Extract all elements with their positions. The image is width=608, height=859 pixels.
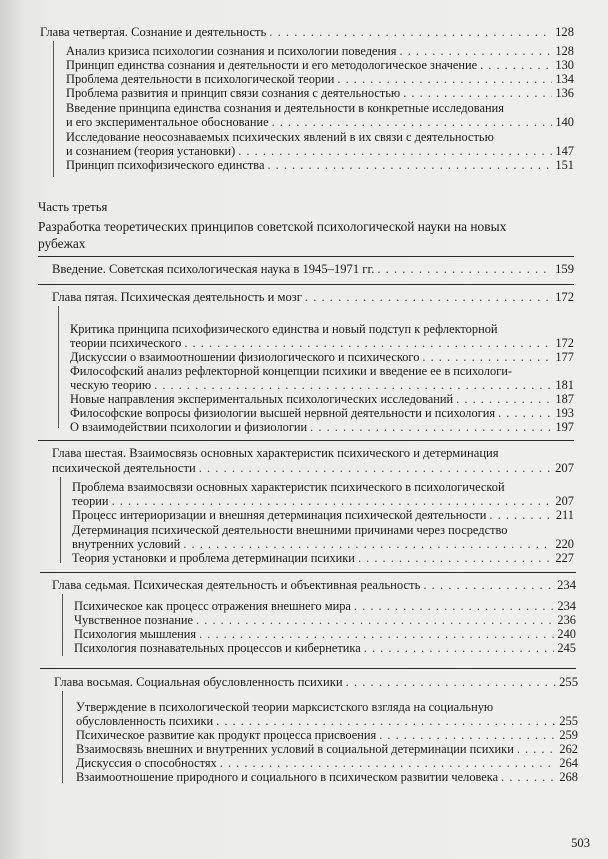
toc-entry: Дискуссия о способностях . . . 264 bbox=[76, 756, 578, 770]
toc-entry: Процесс интериоризации и внешняя детерминация психической деятельности . . . 211 bbox=[72, 508, 574, 522]
toc-chapter-8: Глава восьмая. Социальная обусловленность психики . . . 255 bbox=[54, 675, 578, 689]
toc-entry-line1: Критика принципа психофизического единства и новый подступ к рефлекторной bbox=[70, 322, 498, 336]
chapter-title: Глава восьмая. Социальная обусловленность психики bbox=[54, 675, 343, 689]
margin-rule bbox=[58, 306, 59, 428]
section-divider bbox=[38, 256, 574, 257]
chapter-title: Глава четвертая. Сознание и деятельность bbox=[40, 25, 267, 39]
chapter-title: Глава пятая. Психическая деятельность и мозг bbox=[52, 290, 302, 304]
toc-entry: Взаимоотношение природного и социального в психическом развитии человека . . . 268 bbox=[76, 770, 578, 784]
margin-rule bbox=[62, 691, 63, 783]
margin-rule bbox=[60, 477, 61, 563]
toc-entry-line1: Детерминация психической деятельности внешними причинами через посредство bbox=[72, 523, 508, 537]
toc-entry: Психология познавательных процессов и кибернетика . . . 245 bbox=[74, 641, 576, 655]
toc-intro: Введение. Советская психологическая наука в 1945–1971 гг. . . . 159 bbox=[52, 262, 574, 276]
toc-entry: теории . . . 207 bbox=[72, 494, 574, 508]
toc-entry: Психическое как процесс отражения внешнего мира . . . 234 bbox=[74, 599, 576, 613]
toc-entry: О взаимодействии психологии и физиологии . . . 197 bbox=[70, 420, 574, 434]
toc-entry: Психическое развитие как продукт процесса присвоения . . . 259 bbox=[76, 728, 578, 742]
toc-entry: теории психического . . . 172 bbox=[70, 336, 574, 350]
toc-chapter-4 bbox=[40, 25, 574, 39]
section-divider bbox=[40, 668, 576, 669]
toc-entry-line1: Философский анализ рефлекторной концепции психики и введение ее в психологи- bbox=[70, 364, 512, 378]
toc-entry: и его экспериментальное обоснование . . . 140 bbox=[66, 115, 574, 129]
toc-entry: Принцип психофизического единства . . . 151 bbox=[66, 158, 574, 172]
toc-entry: Теория установки и проблема детерминации психики . . . 227 bbox=[72, 551, 574, 565]
toc-chapter-5: Глава пятая. Психическая деятельность и мозг . . . 172 bbox=[52, 290, 574, 304]
toc-entry: Проблема деятельности в психологической теории . . . 134 bbox=[66, 72, 574, 86]
toc-entry: и сознанием (теория установки) . . . 147 bbox=[66, 144, 574, 158]
toc-entry: Чувственное познание . . . 236 bbox=[74, 613, 576, 627]
toc-entry: Проблема развития и принцип связи сознания с деятельностью . . . 136 bbox=[66, 86, 574, 100]
leader-dots bbox=[269, 25, 552, 39]
margin-rule bbox=[53, 41, 54, 177]
chapter-title-line1: Глава шестая. Взаимосвязь основных характеристик психического и детерминация bbox=[52, 446, 499, 460]
margin-rule bbox=[62, 594, 63, 656]
page-number: 503 bbox=[571, 836, 590, 850]
section-divider bbox=[38, 440, 574, 441]
toc-entry: ческую теорию . . . 181 bbox=[70, 378, 574, 392]
toc-entry: Принцип единства сознания и деятельности и его методологическое значение . . . 130 bbox=[66, 58, 574, 72]
page-ref: 128 bbox=[555, 25, 574, 39]
toc-entry-line1: Введение принципа единства сознания и деятельности в конкретные исследования bbox=[66, 101, 504, 115]
toc-entry: Философские вопросы физиологии высшей нервной деятельности и психология . . . 193 bbox=[70, 406, 574, 420]
toc-entry-line1: Утверждение в психологической теории марксистского взгляда на социальную bbox=[76, 700, 494, 714]
chapter-title: Глава седьмая. Психическая деятельность и объективная реальность bbox=[52, 578, 421, 592]
toc-entry: Новые направления экспериментальных психологических исследований . . . 187 bbox=[70, 392, 574, 406]
toc-entry: Анализ кризиса психологии сознания и психологии поведения . . . 128 bbox=[66, 44, 574, 58]
toc-entry: обусловленность психики . . . 255 bbox=[76, 714, 578, 728]
toc-entry: внутренних условий . . . 220 bbox=[72, 537, 574, 551]
toc-entry-line1: Исследование неосознаваемых психических явлений в их связи с деятельностью bbox=[66, 130, 494, 144]
toc-entry: Дискуссии о взаимоотношении физиологического и психического . . . 177 bbox=[70, 350, 574, 364]
toc-chapter-7: Глава седьмая. Психическая деятельность и объективная реальность . . . 234 bbox=[52, 578, 576, 592]
part-title: Разработка теоретических принципов советской психологической науки на новых рубежах bbox=[38, 219, 507, 251]
toc-chapter-6: психической деятельности . . . 207 bbox=[52, 461, 574, 475]
toc-entry-line1: Проблема взаимосвязи основных характеристик психического в психологической bbox=[72, 480, 505, 494]
toc-entry: Взаимосвязь внешних и внутренних условий в социальной детерминации психики . . . 262 bbox=[76, 742, 578, 756]
section-divider bbox=[38, 284, 574, 285]
toc-entry: Психология мышления . . . 240 bbox=[74, 627, 576, 641]
part-label: Часть третья bbox=[38, 200, 108, 214]
section-divider bbox=[40, 572, 576, 573]
